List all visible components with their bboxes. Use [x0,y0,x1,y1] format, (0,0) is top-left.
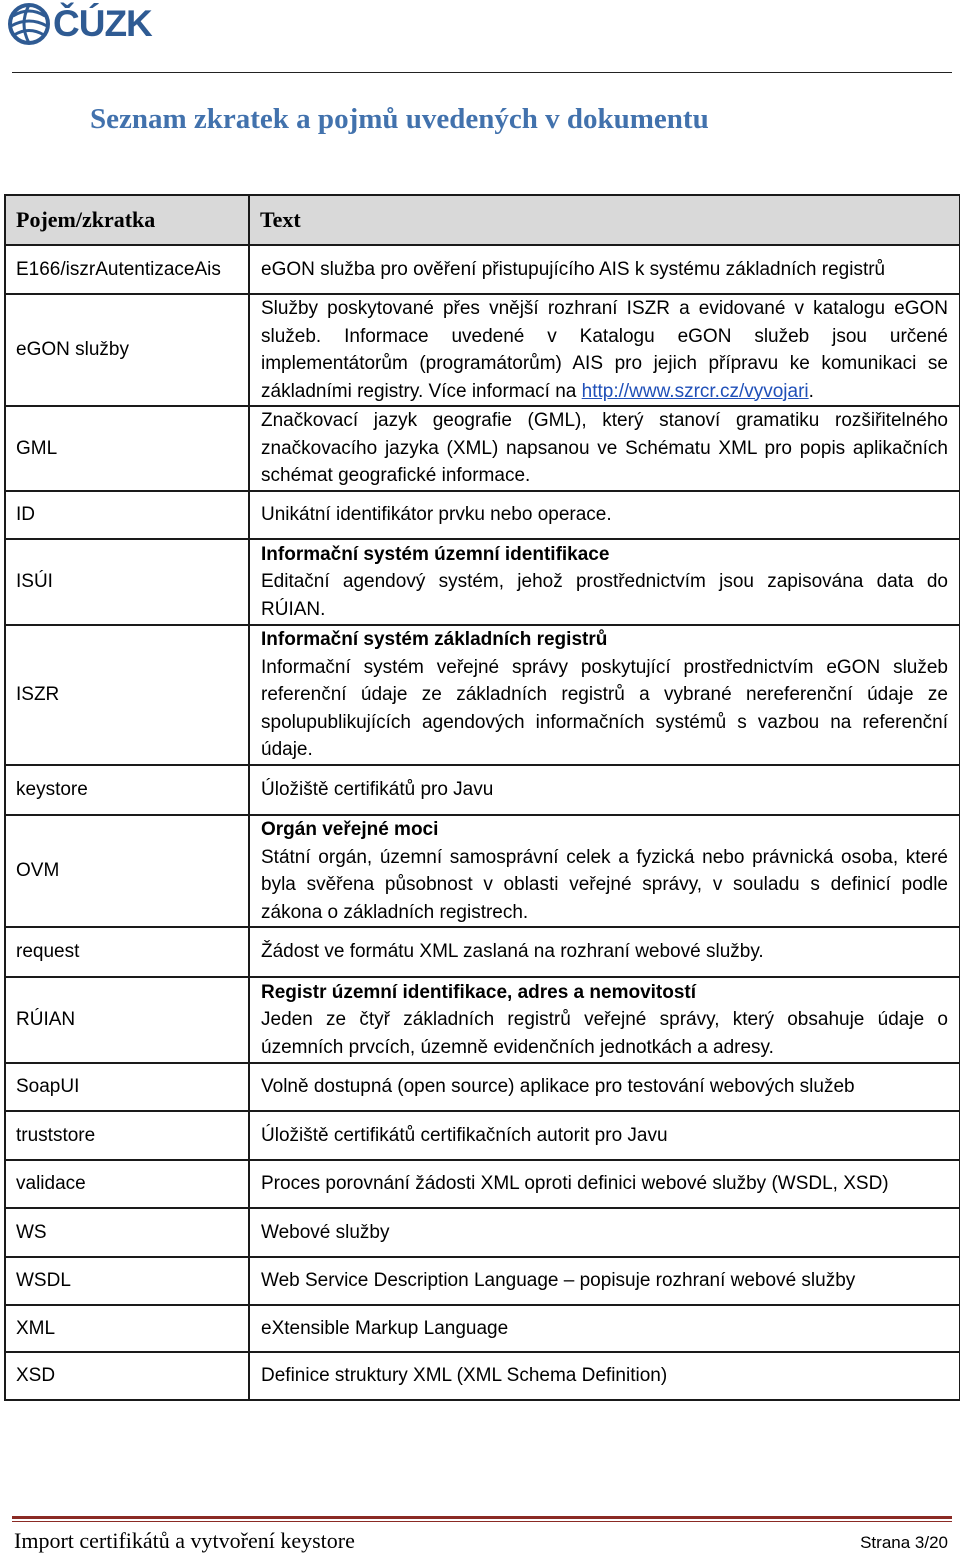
column-header-term: Pojem/zkratka [5,195,249,245]
table-row [5,1257,960,1305]
definition-text: Služby poskytované přes vnější rozhraní ISZR a evidované v katalogu eGON služeb. Informace uvedené v Katalogu eGON služeb jsou určené implementátorům (programátorům) AIS pro jejich přípravu ke komunikaci se základními registry. Více informací na [261,298,948,402]
definition-heading: Informační systém základních registrů [261,629,608,651]
vyvojari-link[interactable]: http://www.szrcr.cz/vyvojari [581,380,809,402]
term-cell: RÚIAN [5,977,249,1063]
term-cell: validace [5,1160,249,1208]
table-row [5,1352,960,1400]
table-row [5,625,960,765]
globe-icon [7,2,51,46]
table-row [5,1208,960,1257]
term-cell: truststore [5,1111,249,1160]
definition-heading: Orgán veřejné moci [261,819,439,840]
definition-text: Editační agendový systém, jehož prostřednictvím jsou zapisována data do RÚIAN. [261,571,948,620]
footer-divider [12,1516,952,1519]
definition-cell: Unikátní identifikátor prvku nebo operace. [249,491,960,539]
term-cell: ID [5,491,249,539]
term-cell: eGON služby [5,294,249,406]
table-row [5,765,960,815]
table-row [5,1160,960,1208]
definition-cell: Úložiště certifikátů certifikačních autorit pro Javu [249,1111,960,1160]
table-row [5,815,960,927]
term-cell: E166/iszrAutentizaceAis [5,245,249,294]
term-cell: GML [5,406,249,491]
table-row [5,1063,960,1111]
cuzk-logo [7,2,152,46]
column-header-text: Text [249,195,960,245]
definition-cell: Značkovací jazyk geografie (GML), který stanoví gramatiku rozšiřitelného značkovacího jazyka (XML) napsanou ve Schématu XML pro popis aplikačních schémat geografické informace. [249,406,960,491]
definition-cell: Webové služby [249,1208,960,1257]
footer-divider-thin [12,1521,952,1522]
definition-cell: Definice struktury XML (XML Schema Definition) [249,1352,960,1400]
footer-page-number: Strana 3/20 [860,1533,948,1552]
table-row [5,294,960,406]
term-cell: ISÚI [5,539,249,625]
definition-text: Jeden ze čtyř základních registrů veřejné správy, který obsahuje údaje o územních prvcích, územně evidenčních jednotkách a adresy. [261,1009,948,1058]
table-row [5,245,960,294]
table-row [5,1305,960,1352]
definition-cell: eXtensible Markup Language [249,1305,960,1352]
table-row [5,927,960,977]
term-cell: request [5,927,249,977]
table-header-row [5,195,960,245]
logo-text: ČÚZK [53,3,152,44]
term-cell: OVM [5,815,249,927]
term-cell: XSD [5,1352,249,1400]
definition-cell [249,625,960,765]
definition-tail: . [808,380,814,402]
term-cell: SoapUI [5,1063,249,1111]
definition-text: Informační systém veřejné správy poskytující prostřednictvím eGON služeb referenční údaje ze základních registrů a vybrané nereferenční údaje ze spolupublikujících agendových informačních systémů s vazbou na referenční údaje. [261,656,948,761]
table-row [5,406,960,491]
table-row [5,1111,960,1160]
definition-cell [249,977,960,1063]
definition-heading: Registr územní identifikace, adres a nemovitostí [261,981,697,1003]
definition-cell: Web Service Description Language – popisuje rozhraní webové služby [249,1257,960,1305]
definition-cell: Volně dostupná (open source) aplikace pro testování webových služeb [249,1063,960,1111]
definition-cell: Proces porovnání žádosti XML oproti definici webové služby (WSDL, XSD) [249,1160,960,1208]
definition-text: Státní orgán, územní samosprávní celek a fyzická nebo právnická osoba, které byla svěřena působnost v oblasti veřejné správy, v souladu s definicí podle zákona o základních registrech. [261,846,948,923]
table-row [5,539,960,625]
term-cell: WS [5,1208,249,1257]
abbreviations-table [4,194,960,1401]
definition-heading: Informační systém územní identifikace [261,543,610,565]
term-cell: WSDL [5,1257,249,1305]
definition-cell: eGON služba pro ověření přistupujícího AIS k systému základních registrů [249,245,960,294]
definition-cell [249,815,960,927]
page-header [0,0,960,76]
term-cell: ISZR [5,625,249,765]
footer-document-title: Import certifikátů a vytvoření keystore [14,1528,355,1553]
header-divider [12,72,952,73]
term-cell: keystore [5,765,249,815]
table-row [5,491,960,539]
page-title: Seznam zkratek a pojmů uvedených v dokumentu [90,103,709,135]
definition-cell: Žádost ve formátu XML zaslaná na rozhraní webové služby. [249,927,960,977]
term-cell: XML [5,1305,249,1352]
definition-cell [249,294,960,406]
table-row [5,977,960,1063]
definition-cell: Úložiště certifikátů pro Javu [249,765,960,815]
definition-cell [249,539,960,625]
